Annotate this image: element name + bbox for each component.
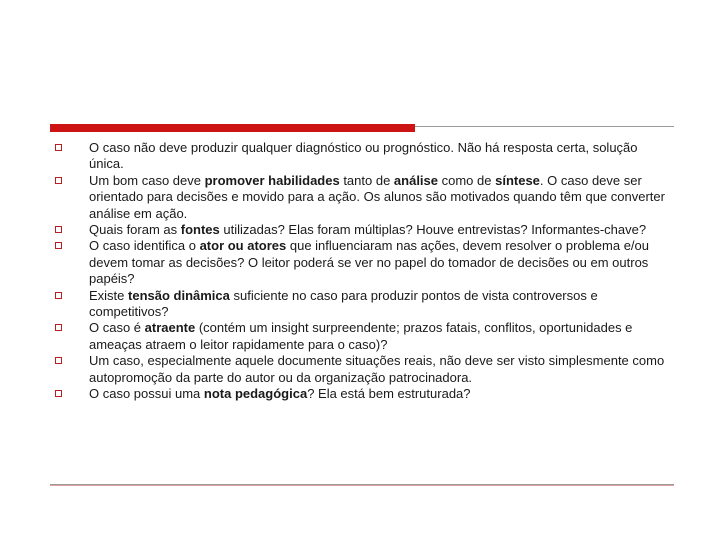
text-run: utilizadas? Elas foram múltiplas? Houve entrevistas? Informantes-chave? <box>219 222 647 238</box>
bullet-item <box>52 320 672 353</box>
text-run: O caso não deve produzir qualquer diagnóstico ou prognóstico. Não há resposta certa, solução única. <box>89 140 638 172</box>
text-run: O caso possui uma <box>89 386 204 402</box>
bold-term: síntese <box>495 172 540 188</box>
text-run: suficiente no caso para produzir pontos de vista controversos e competitivos? <box>89 287 598 320</box>
bullet-item <box>52 353 672 386</box>
hollow-square-bullet-icon <box>55 292 62 299</box>
hollow-square-bullet-icon <box>55 144 62 151</box>
bullet-text <box>89 320 632 351</box>
text-run: Um bom caso deve <box>89 172 205 188</box>
bullet-item <box>52 238 672 287</box>
text-run: ? Ela está bem estruturada? <box>307 386 471 402</box>
bullet-item <box>52 173 672 222</box>
text-run: que influenciaram nas ações, devem resolver o problema e/ou devem tomar as decisões? O leitor poderá se ver no papel do tomador de decisões ou em outros papéis? <box>89 238 650 287</box>
bold-term: análise <box>393 172 439 188</box>
bold-term: nota pedagógica <box>203 386 308 402</box>
text-run: Um caso, especialmente aquele documente situações reais, não deve ser visto simplesmente como autopromoção da parte do autor ou da organização patrocinadora. <box>89 353 665 385</box>
bullet-item <box>52 386 672 402</box>
bullet-text <box>89 222 646 237</box>
hollow-square-bullet-icon <box>55 357 62 364</box>
bold-term: fontes <box>180 222 220 238</box>
bold-term: ator ou atores <box>199 238 287 254</box>
hollow-square-bullet-icon <box>55 177 62 184</box>
text-run: . O caso deve ser orientado para decisões e movido para a ação. Os alunos são motivados quando têm que converter análise em ação. <box>89 172 665 221</box>
bold-term: tensão dinâmica <box>128 287 230 303</box>
bold-term: atraente <box>144 320 196 336</box>
bullet-text <box>89 353 664 384</box>
top-accent-bar <box>50 124 415 132</box>
bullet-text <box>89 238 649 286</box>
hollow-square-bullet-icon <box>55 324 62 331</box>
text-run: (contém um insight surpreendente; prazos fatais, conflitos, oportunidades e ameaças atraem o leitor rapidamente para o caso)? <box>89 320 633 352</box>
bullet-text <box>89 140 638 171</box>
bullet-list <box>52 140 672 403</box>
bottom-accent-line <box>50 485 674 486</box>
bullet-item <box>52 140 672 173</box>
text-run: Existe <box>89 287 129 303</box>
text-run: como de <box>438 172 496 188</box>
text-run: O caso identifica o <box>89 238 200 254</box>
text-run: Quais foram as <box>89 222 181 238</box>
bullet-text <box>89 288 598 319</box>
hollow-square-bullet-icon <box>55 242 62 249</box>
text-run: O caso é <box>89 320 145 336</box>
bullet-item <box>52 288 672 321</box>
hollow-square-bullet-icon <box>55 390 62 397</box>
hollow-square-bullet-icon <box>55 226 62 233</box>
bullet-text <box>89 173 665 221</box>
bullet-item <box>52 222 672 238</box>
text-run: tanto de <box>339 172 394 188</box>
bold-term: promover habilidades <box>204 172 340 188</box>
bullet-text <box>89 386 471 401</box>
